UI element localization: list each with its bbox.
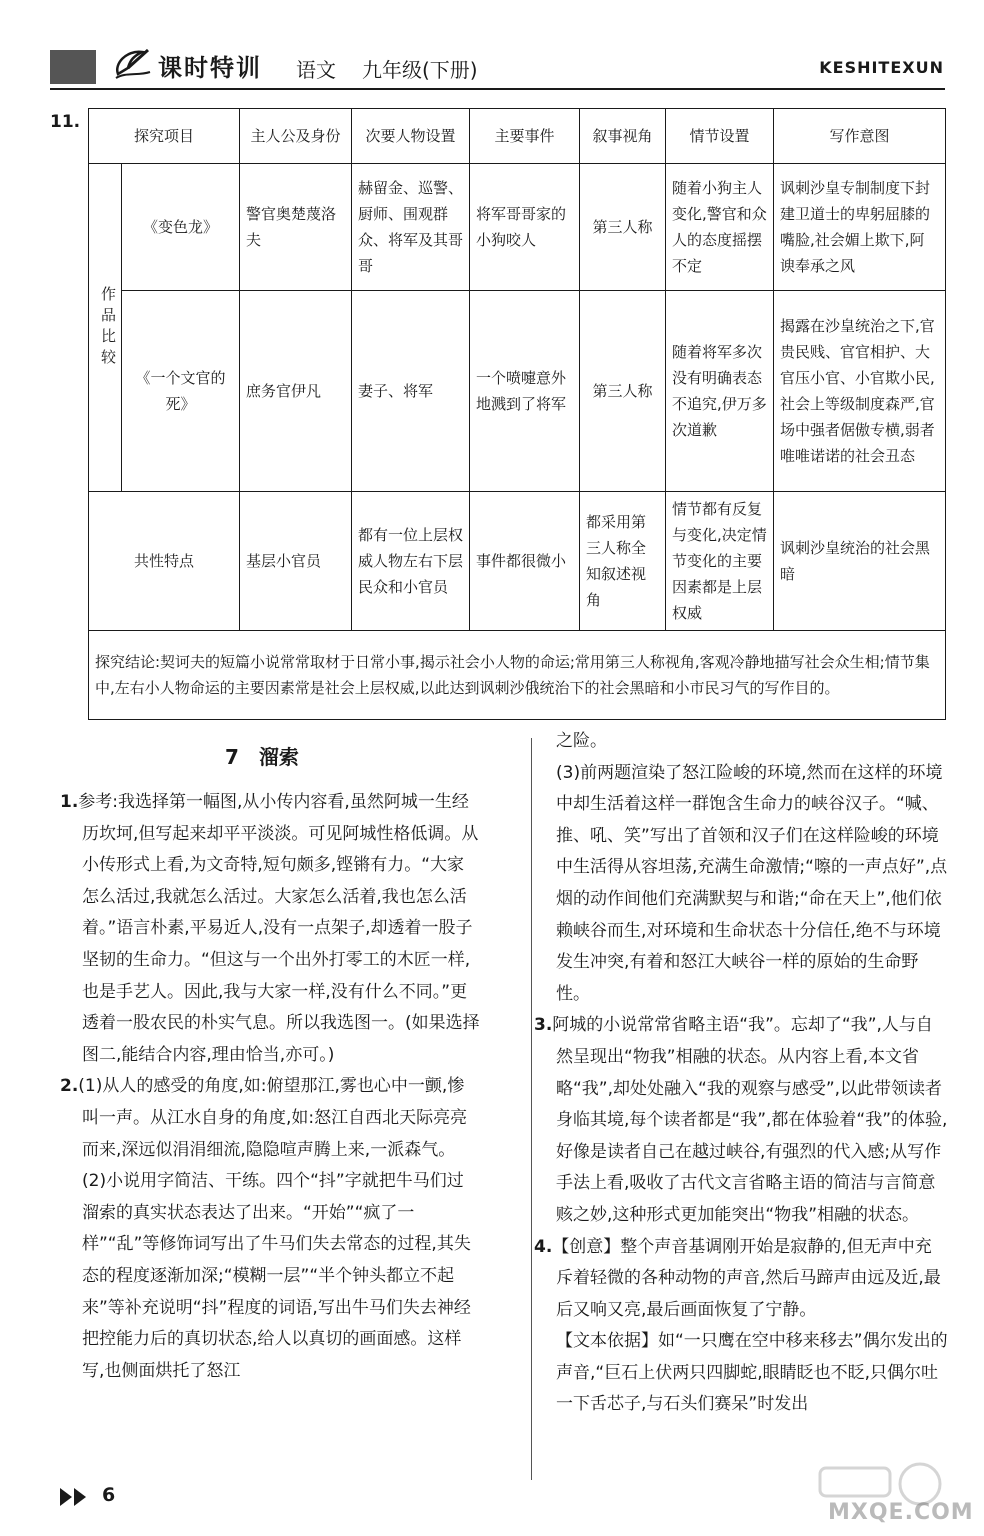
table-cell: 《一个文官的死》 (122, 291, 240, 492)
double-chevron-icon (58, 1486, 94, 1508)
right-column (534, 726, 948, 1421)
table-cell: 都有一位上层权威人物左右下层民众和小官员 (352, 492, 470, 631)
answer-text: (1)从人的感受的角度,如:俯望那江,雾也心中一颤,惨叫一声。从江水自身的角度,如:怒江自西北天际亮亮而来,深远似涓涓细流,隐隐喧声腾上来,一派森气。 (78, 1076, 468, 1160)
group-label: 作品比较 (99, 285, 117, 370)
answer-2-part-2: (2)小说用字简洁、干练。四个“抖”字就把牛马们过溜索的真实状态表达了出来。“开始”“疯了一样”“乱”等修饰词写出了牛马们失去常态的过程,其失态的程度逐渐加深;“模糊一层”“半个钟头都立不起来”等补充说明“抖”程度的词语,写出牛马们失去神经把控能力后的真切状态,给人以真切的画面感。这样写,也侧面烘托了怒江 (82, 1171, 471, 1381)
conclusion-row (89, 631, 946, 720)
header-cell: 主要事件 (470, 109, 580, 164)
answer-number: 3. (534, 1015, 553, 1036)
answer-text: 参考:我选择第一幅图,从小传内容看,虽然阿城一生经历坎坷,但写起来却平平淡淡。可见阿城性格低调。从小传形式上看,为文奇特,短句颇多,铿锵有力。“大家怎么活过,我就怎么活过。大家怎么活着,我也怎么活着。”语言朴素,平易近人,没有一点架子,却透着一股子坚韧的生命力。“但这与一个出外打零工的木匠一样,也是手艺人。因此,我与大家一样,没有什么不同。”更透着一股农民的朴实气息。所以我选图一。(如果选择图二,能结合内容,理由恰当,亦可。) (78, 792, 480, 1065)
answer-4-basis: 【文本依据】如“一只鹰在空中移来移去”偶尔发出的声音,“巨石上伏两只四脚蛇,眼睛眨也不眨,只偶尔吐一下舌芯子,与石头们赛呆”时发出 (556, 1331, 948, 1415)
table-cell: 第三人称 (580, 164, 666, 291)
header-rule (50, 88, 945, 90)
brand-title: 课时特训 (158, 54, 262, 82)
table-cell: 《变色龙》 (122, 164, 240, 291)
header-cell: 探究项目 (89, 109, 240, 164)
header-cell: 情节设置 (666, 109, 774, 164)
table-cell: 基层小官员 (240, 492, 352, 631)
page-number: 6 (102, 1484, 116, 1506)
header-cell: 次要人物设置 (352, 109, 470, 164)
table-cell: 赫留金、巡警、厨师、围观群众、将军及其哥哥 (352, 164, 470, 291)
table-row (89, 164, 946, 291)
table-row (89, 492, 946, 631)
table-cell: 都采用第三人称全知叙述视角 (580, 492, 666, 631)
comparison-table (88, 108, 946, 720)
answer-1 (60, 787, 480, 1071)
answer-3 (534, 1010, 948, 1231)
column-divider (531, 738, 532, 1480)
group-label-cell (89, 164, 122, 492)
brand-en: KESHITEXUN (819, 58, 944, 77)
table-cell: 情节都有反复与变化,决定情节变化的主要因素都是上层权威 (666, 492, 774, 631)
table-cell: 揭露在沙皇统治之下,官贵民贱、官官相护、大官压小官、小官欺小民,社会上等级制度森严,官场中强者倨傲专横,弱者唯唯诺诺的社会丑态 (774, 291, 946, 492)
header-cell: 叙事视角 (580, 109, 666, 164)
table-cell: 将军哥哥家的小狗咬人 (470, 164, 580, 291)
answer-number: 2. (60, 1076, 79, 1097)
answer-2-part-3: (3)前两题渲染了怒江险峻的环境,然而在这样的环境中却生活着这样一群饱含生命力的峡谷汉子。“喊、推、吼、笑”写出了首领和汉子们在这样险峻的环境中生活得从容坦荡,充满生命激情;“嚓的一声点好”,点烟的动作间他们充满默契与和谐;“命在天上”,他们依赖峡谷而生,对环境和生命状态十分信任,绝不与环境发生冲突,有着和怒江大峡谷一样的原始的生命野性。 (556, 762, 948, 1004)
table-cell: 随着小狗主人变化,警官和众人的态度摇摆不定 (666, 164, 774, 291)
conclusion-cell: 探究结论:契诃夫的短篇小说常常取材于日常小事,揭示社会小人物的命运;常用第三人称视角,客观冷静地描写社会众生相;情节集中,左右小人物命运的主要因素常是社会上层权威,以此达到讽刺沙俄统治下的社会黑暗和小市民习气的写作目的。 (89, 631, 946, 720)
table-cell: 随着将军多次没有明确表态不追究,伊万多次道歉 (666, 291, 774, 492)
table-cell: 讽刺沙皇统治的社会黑暗 (774, 492, 946, 631)
table-cell: 讽刺沙皇专制制度下封建卫道士的卑躬屈膝的嘴脸,社会媚上欺下,阿谀奉承之风 (774, 164, 946, 291)
table-cell: 共性特点 (89, 492, 240, 631)
subject-label: 语文 (296, 58, 336, 82)
answer-number: 1. (60, 792, 79, 812)
answer-text: 阿城的小说常常省略主语“我”。忘却了“我”,人与自然呈现出“物我”相融的状态。从内容上看,本文省略“我”,却处处融入“我的观察与感受”,以此带领读者身临其境,每个读者都是“我”,都在体验着“我”的体验,好像是读者自己在越过峡谷,有强烈的代入感;从写作手法上看,吸收了古代文言省略主语的简洁与言简意赅之妙,这种形式更加能突出“物我”相融的状态。 (552, 1015, 948, 1225)
page-header (0, 0, 984, 90)
table-cell: 妻子、将军 (352, 291, 470, 492)
answer-2-part-1 (60, 1071, 480, 1166)
grade-label: 九年级(下册) (362, 58, 478, 82)
header-cell: 写作意图 (774, 109, 946, 164)
answer-text: 【创意】整个声音基调刚开始是寂静的,但无声中充斥着轻微的各种动物的声音,然后马蹄声由远及近,最后又响又亮,最后画面恢复了宁静。 (552, 1236, 941, 1320)
header-cell: 主人公及身份 (240, 109, 352, 164)
table-cell: 事件都很微小 (470, 492, 580, 631)
left-column (60, 787, 480, 1387)
table-cell: 第三人称 (580, 291, 666, 492)
table-cell: 警官奥楚蔑洛夫 (240, 164, 352, 291)
table-cell: 一个喷嚏意外地溅到了将军 (470, 291, 580, 492)
table-header-row (89, 109, 946, 164)
pen-logo-icon (112, 46, 154, 82)
answer-2-continuation: 之险。 (556, 731, 607, 751)
answer-number: 4. (534, 1236, 553, 1257)
table-row (89, 291, 946, 492)
answer-4 (534, 1232, 948, 1327)
question-number-11: 11. (50, 112, 81, 132)
header-dark-block (50, 50, 96, 84)
table-cell: 庶务官伊凡 (240, 291, 352, 492)
watermark-text: MXQE.COM (828, 1500, 974, 1525)
chapter-title: 7 溜索 (225, 745, 299, 769)
